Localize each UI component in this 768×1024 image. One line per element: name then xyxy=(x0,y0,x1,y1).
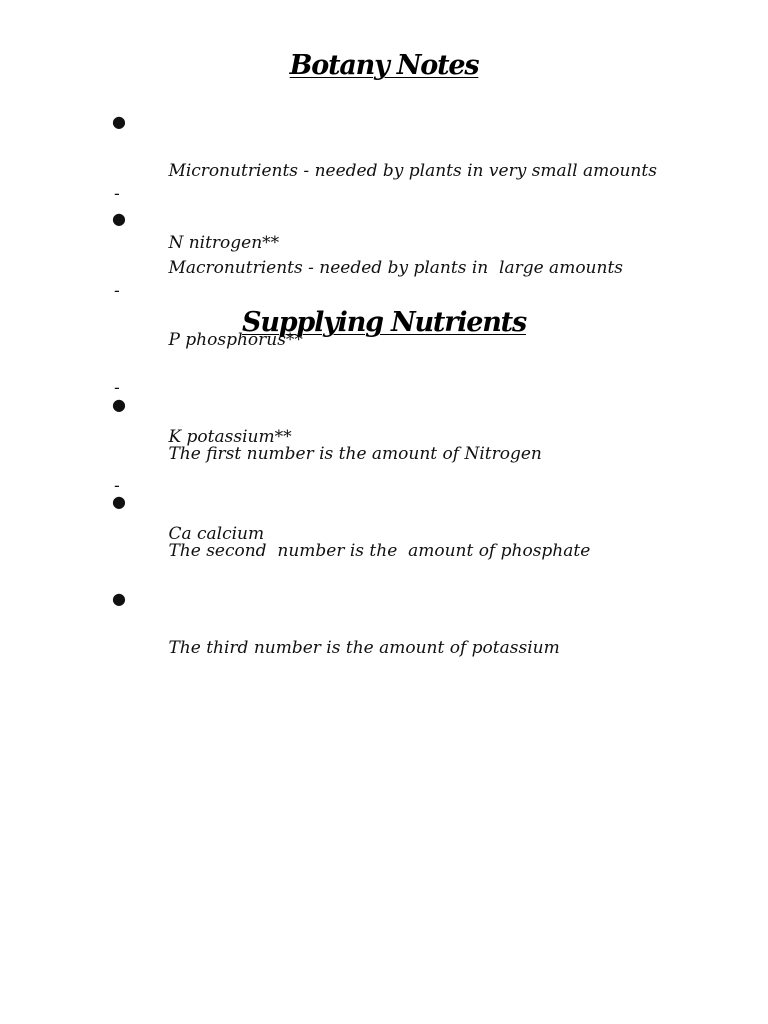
list-item-text: K potassium** xyxy=(168,426,292,447)
bullet-icon: ● xyxy=(112,112,126,131)
bullet-icon: ● xyxy=(112,395,126,414)
list-item-text: Macronutrients - needed by plants in large amounts xyxy=(168,257,624,278)
list-item xyxy=(112,182,303,279)
fertilizer-numbers-list xyxy=(112,393,590,685)
list-item-text: Ca calcium xyxy=(168,524,265,545)
list-item xyxy=(112,587,590,684)
section-title xyxy=(0,307,768,338)
bullet-icon: ● xyxy=(112,209,126,229)
dash-icon: - xyxy=(114,475,120,496)
page-title xyxy=(0,50,768,81)
dash-icon: - xyxy=(114,281,120,302)
dash-icon: - xyxy=(114,378,120,399)
list-item-text: P phosphorus** xyxy=(168,329,303,350)
bullet-icon: ● xyxy=(112,589,126,609)
list-item xyxy=(112,490,590,587)
dash-icon: - xyxy=(114,184,120,204)
list-item-text: The second number is the amount of phosphate xyxy=(168,540,591,561)
list-item xyxy=(112,393,590,490)
title-botany-notes: Botany Notes xyxy=(289,50,479,81)
title-supplying-nutrients: Supplying Nutrients xyxy=(242,307,526,338)
list-item-text: The first number is the amount of Nitrogen xyxy=(168,443,542,464)
list-item-text: The third number is the amount of potassium xyxy=(168,637,560,658)
list-item-text: N nitrogen** xyxy=(168,232,280,253)
list-item-text: Micronutrients - needed by plants in very small amounts xyxy=(168,160,657,181)
bullet-icon: ● xyxy=(112,492,126,512)
